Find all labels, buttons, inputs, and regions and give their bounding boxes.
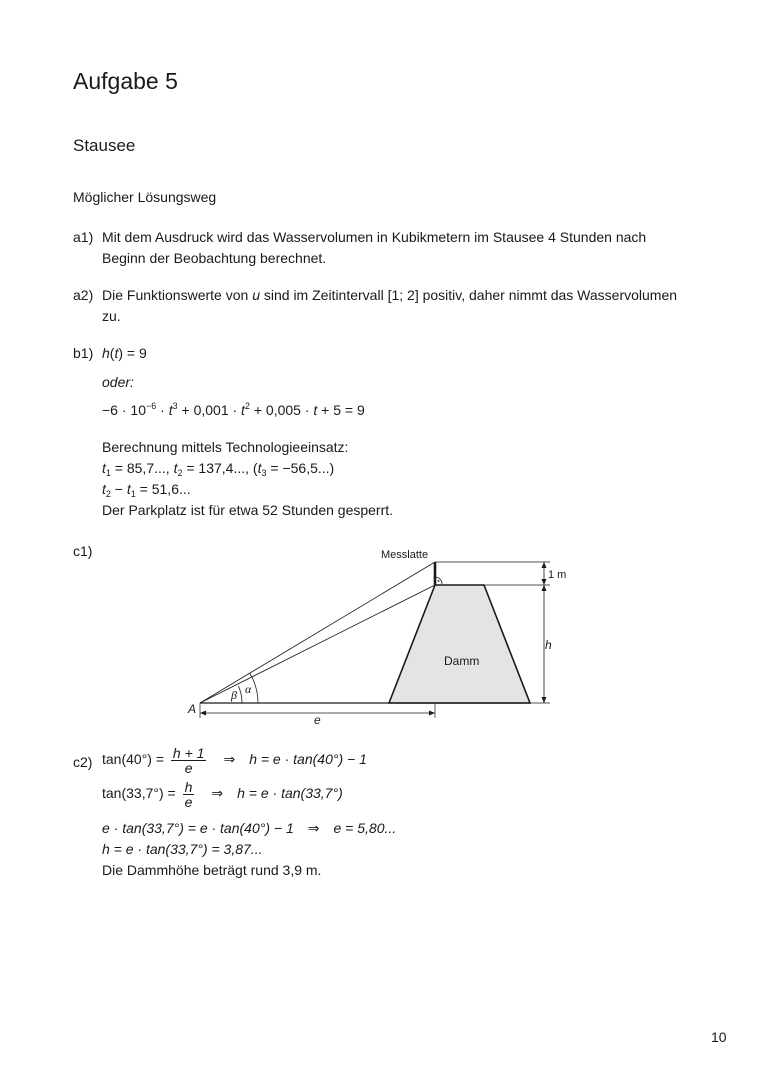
a2-line-2: zu.	[102, 308, 121, 324]
label-a2: a2)	[73, 287, 94, 303]
b1-polynomial: $-6 \cdot 10^{-6} \cdot t^3 + 0,001 \cdot t^2 + 0,005 \cdot t + 5 = 9$	[102, 401, 365, 418]
arrow-1m-top	[542, 562, 547, 568]
task-subtitle: Stausee	[73, 136, 136, 155]
arrow-e-right	[429, 711, 435, 716]
c2-equation-2: tan(33,7°) = $\frac{h}{e}$ ⇒ h = e · tan(33,7°)	[102, 779, 343, 810]
label-A: A	[188, 702, 197, 716]
label-a1: a1)	[73, 229, 94, 245]
a1-line-2: Beginn der Beobachtung berechnet.	[102, 250, 327, 266]
page-title: Aufgabe 5	[73, 68, 178, 94]
label-c1: c1)	[73, 543, 93, 559]
label-b1: b1)	[73, 345, 94, 361]
fraction-h-plus-1-over-e: $\frac{h + 1}{e}$	[172, 745, 205, 776]
label-messlatte: Messlatte	[381, 549, 429, 561]
right-angle-dot	[438, 580, 440, 582]
c2-solution-block	[102, 818, 396, 881]
section-title: Möglicher Lösungsweg	[73, 189, 217, 205]
b1-calc-title: Berechnung mittels Technologieeinsatz:	[102, 439, 349, 455]
b1-oder: oder:	[102, 374, 134, 390]
dam-shape	[389, 585, 530, 703]
b1-difference: $t_2 - t_1 = 51,6$...	[102, 481, 191, 499]
a2-line-1: Die Funktionswerte von u sind im Zeitintervall [1; 2] positiv, daher nimmt das Wasservolumen	[102, 287, 678, 303]
c2-conclusion: Die Dammhöhe beträgt rund 3,9 m.	[102, 862, 322, 878]
angle-arc-beta	[239, 686, 243, 703]
page-number: 10	[711, 1029, 727, 1045]
label-beta: β	[231, 688, 237, 702]
arrow-e-left	[200, 711, 206, 716]
label-c2: c2)	[73, 754, 93, 770]
label-alpha: α	[245, 682, 252, 696]
label-damm: Damm	[444, 654, 480, 668]
label-1m: 1 m	[548, 569, 567, 581]
label-h: h	[545, 638, 552, 652]
c2-equation-1: tan(40°) = $\frac{h + 1}{e}$ ⇒ h = e · tan(40°) − 1	[102, 745, 367, 776]
a1-line-1: Mit dem Ausdruck wird das Wasservolumen in Kubikmetern im Stausee 4 Stunden nach	[102, 229, 647, 245]
c2-equation-4: h = e · tan(33,7°) = 3,87...	[102, 841, 263, 857]
b1-equation-1: h(t) = 9	[102, 345, 147, 361]
arrow-h-bottom	[542, 697, 547, 703]
b1-conclusion: Der Parkplatz ist für etwa 52 Stunden gesperrt.	[102, 502, 394, 518]
fraction-h-over-e: $\frac{h}{e}$	[184, 779, 193, 810]
arrow-1m-bottom	[542, 579, 547, 585]
b1-solutions: $t_1 = 85,7$..., $t_2 = 137,4$..., $(t_3 = -56,5...)$	[102, 460, 335, 478]
label-e: e	[314, 713, 321, 727]
arrow-h-top	[542, 585, 547, 591]
c2-equation-3: e · tan(33,7°) = e · tan(40°) − 1 ⇒ e = 5,80...	[102, 820, 397, 836]
